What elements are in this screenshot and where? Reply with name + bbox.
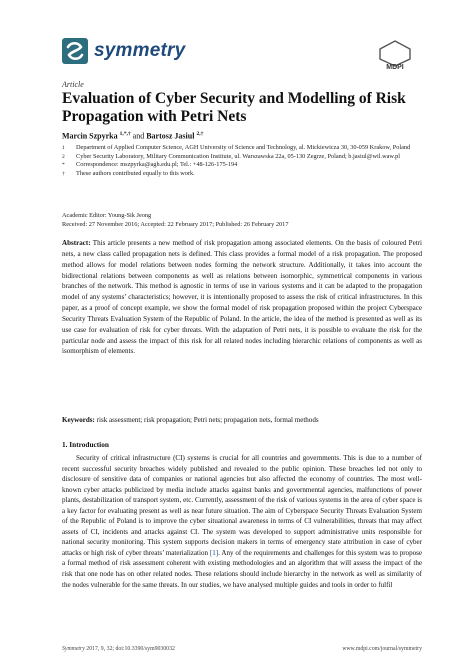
publisher-name: MDPI (386, 64, 404, 71)
mdpi-logo-icon[interactable] (378, 40, 412, 67)
footer-doi[interactable]: 2017, 9, 32; doi:10.3390/sym9030032 (84, 646, 175, 652)
affiliations (62, 144, 422, 178)
author-list (62, 131, 203, 141)
footer-url[interactable]: www.mdpi.com/journal/symmetry (342, 646, 422, 652)
author-connector: and (132, 131, 145, 141)
author-name[interactable]: Marcin Szpyrka (62, 131, 118, 141)
affiliation-text: Cyber Security Laboratory, Military Communication Institute, ul. Warszawska 22a, 05-130 Zegrze, Poland; b.jasiul@wil.waw.pl (76, 152, 401, 160)
correspondence-text[interactable]: Correspondence: mszpyrka@agh.edu.pl; Tel.: +48-126-175-194 (76, 161, 238, 168)
keywords (62, 415, 422, 425)
introduction-paragraph (62, 453, 422, 590)
section-heading: 1. Introduction (62, 440, 109, 449)
publication-dates: Received: 27 November 2016; Accepted: 22 February 2017; Published: 26 February 2017 (62, 220, 289, 228)
affiliation-mark: † (62, 170, 65, 177)
affiliation-item (62, 161, 422, 170)
abstract-text: This article presents a new method of risk propagation among associated elements. On the basis of coloured Petri nets, a new class called propagation nets is defined. This class provides a formal model of a risk propagation. The proposed method allows for model relations between nodes forming the network structure. Additionally, it takes into account the bidirectional relations between components as well as relations between isomorphic, symmetrical components in various branches of the network. This method is agnostic in terms of use in various systems and it can be adapted to the propagation model of any systems’ characteristics; however, it is intentionally proposed to assess the risk of critical infrastructures. In this paper, as a proof of concept example, we show the formal model of risk propagation proposed within the project Cyberspace Security Threats Evaluation System of the Republic of Poland. In the article, the idea of the method is presented as well as its use case for evaluation of risk for cyber threats. With the adaptation of Petri nets, it is possible to evaluate the risk for the particular node and assess the impact of this risk for all related nodes including hierarchic relations of components as well as isomorphism of elements. (62, 239, 422, 356)
journal-name: symmetry (94, 40, 186, 61)
journal-header (62, 38, 412, 78)
article-type: Article (62, 80, 84, 89)
abstract-label: Abstract: (62, 239, 91, 247)
paper-title: Evaluation of Cyber Security and Modelling of Risk Propagation with Petri Nets (62, 90, 406, 125)
affiliation-mark: 1 (62, 145, 65, 151)
affiliation-mark: * (62, 162, 65, 168)
page-footer (62, 646, 422, 652)
footer-journal: Symmetry (62, 646, 85, 652)
affiliation-mark: 2 (62, 153, 65, 160)
editor-and-dates (62, 212, 422, 229)
keywords-text: risk assessment; risk propagation; Petri nets; propagation nets, formal methods (96, 416, 319, 424)
footer-citation (62, 646, 175, 652)
symmetry-logo-icon (62, 38, 88, 64)
affiliation-item (62, 144, 422, 153)
author-marks: 2,† (196, 131, 204, 137)
academic-editor: Academic Editor: Young-Sik Jeong (62, 212, 152, 219)
author-name[interactable]: Bartosz Jasiul (146, 131, 195, 141)
keywords-label: Keywords: (62, 416, 95, 424)
affiliation-item (62, 153, 422, 162)
author-marks: 1,*,† (119, 131, 131, 137)
intro-text: . Any of the requirements and challenges for this system was to propose a formal method of risk assessment coherent with existing methodologies and an algorithm that will assess the impact of the risk that one node has on other related nodes. These relations should include hierarchy in the network as well as similarity of the nodes vulnerable for the same threats. In our studies, we have analysed multiple guides and tools in order to fulfil (62, 548, 422, 589)
journal-logo[interactable] (62, 38, 185, 64)
intro-text: Security of critical infrastructure (CI) systems is crucial for all countries and governments. This is due to a number of recent successful security breaches widely published and revealed to the public opinion. These breaches led not only to disclosure of sensitive data of companies or national agencies but also affected the economy of countries. The most well-known cyber attacks publicized by media include attacks against banks and governmental agencies, malfunctions of power plants, destabilization of transport system, etc. Currently, assessment of the risk of various systems in the area of cyber space is a key factor for evaluating present as well as near future situation. The aim of Cyberspace Security Threats Evaluation System of the Republic of Poland is to improve the cyber situational awareness in terms of CI vulnerabilities, threats that may affect assets of CI, incidents and attacks against CI. The system was developed to support administrative units responsible for national security monitoring. This system supports decision makers in terms of emergency state attribution in case of cyber attacks or high risk of cyber threats’ materialization (62, 454, 422, 557)
affiliation-item (62, 170, 422, 179)
citation-link[interactable]: [1] (209, 548, 219, 557)
affiliation-text: Department of Applied Computer Science, AGH University of Science and Technology, al. Mickiewicza 30, 30-059 Krakow, Poland (76, 144, 411, 151)
abstract (62, 238, 422, 357)
affiliation-text: These authors contributed equally to this work. (76, 169, 195, 177)
